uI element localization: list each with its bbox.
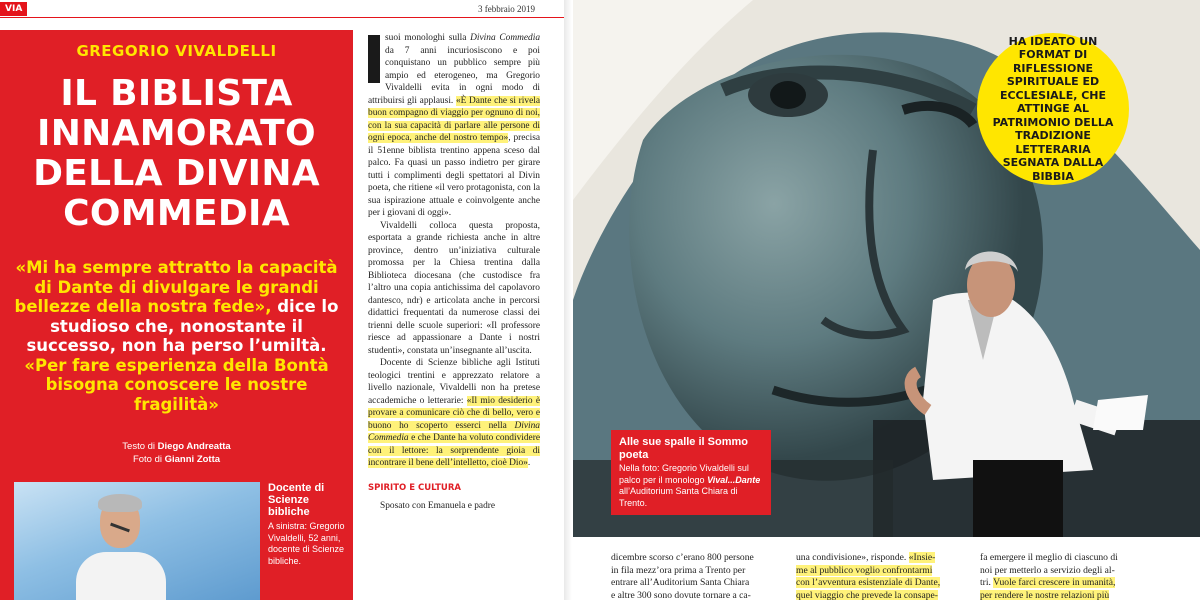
paragraph: suoi monologhi sulla Divina Commedia da 7 anni incuriosiscono e poi conquistano un pubblico sempre più ampio ed eterogeneo, ma Gregorio Vivaldelli evita in ogni modo di attribuirsi gli applausi. «È Dante che si rivela buon compagno di viaggio per ognuno di noi, con la sua capacità di parlare alle persone di ogni epoca, anche del nostro tempo», precisa il 51enne biblista trentino appena sceso dal palco. Fa quasi un passo indietro per girare tutti i complimenti degli spettatori al Divin poeta, che ritiene «il vero protagonista, con la sua ispirazione attuale e coinvolgente anche per i giovani di oggi». xyxy=(368,33,541,218)
paragraph: Vivaldelli colloca questa proposta, esportata a grande richiesta anche in altre province, dentro un’iniziativa culturale promossa per la Chiesa trentina dalla Biblioteca diocesana (che custodisce fra l’altro una copia antichissima del capolavoro dantesco, ndr) e articolata anche in percorsi didattici frequentati da numerose classi dei trienni delle scuole superiori: «Il professore riesce ad appassionare a Dante i nostri studenti», constata un’insegnante all’uscita. xyxy=(368,220,540,356)
credit-photographer: Gianni Zotta xyxy=(164,454,221,465)
highlighted-quote: Vuole farci crescere in umanità, xyxy=(993,577,1116,588)
text-column: una condivisione», risponde. «Insie- me al pubblico voglio confrontarmi con l’avventura esistenziale di Dante, quel viaggio che prevede la consape- xyxy=(796,552,941,600)
subhead: SPIRITO E CULTURA xyxy=(368,482,461,493)
inset-caption xyxy=(268,482,348,567)
standfirst xyxy=(10,258,343,414)
inset-caption-title: Docente di Scienze bibliche xyxy=(268,482,325,518)
drop-cap xyxy=(368,35,380,83)
headline-line: INNAMORATO xyxy=(37,113,316,154)
top-rule xyxy=(0,17,564,18)
text-column: fa emergere il meglio di ciascuno di noi per metterlo a servizio degli al- tri. Vuole farci crescere in umanità, per rendere le nostre relazioni più xyxy=(980,552,1118,600)
credit-author: Diego Andreatta xyxy=(157,441,231,452)
standfirst-quote: «Mi ha sempre attratto la capacità di Dante di divulgare le grandi bellezze della nostra fede», xyxy=(14,258,338,316)
highlighted-quote: «Insie- xyxy=(908,552,936,563)
credits xyxy=(0,440,353,466)
pull-quote-bubble: HA IDEATO UN FORMAT DI RIFLESSIONE SPIRITUALE ED ECCLESIALE, CHE ATTINGE AL PATRIMONIO DELLA TRADIZIONE LETTERARIA SEGNATA DALLA BIBBIA xyxy=(977,33,1129,185)
paragraph: Sposato con Emanuela e padre xyxy=(380,501,496,511)
standfirst-text: dice lo studioso che, nonostante il successo, non ha perso l’umiltà. xyxy=(26,297,339,355)
headline-line: DELLA DIVINA xyxy=(33,153,320,194)
issue-date: 3 febbraio 2019 xyxy=(478,4,535,14)
credit-label: Testo di xyxy=(122,441,156,452)
paragraph: Docente di Scienze bibliche agli Istituti teologici trentini e apprezzato relatore a livello nazionale, Vivaldelli non ha pretese accademiche o letterarie: «Il mio desiderio è provare a comunicare ciò che di bello, vero e buono ho scoperto esserci nella Divina Commedia e che Dante ha voluto condividere con il lettore: la sorprendente gioia di incontrare il bene dell’intelletto, cioè Dio». xyxy=(368,358,540,468)
photo-caption-body: Nella foto: Gregorio Vivaldelli sul palco per il monologo Vival...Dante all’Auditorium Santa Chiara di Trento. xyxy=(619,463,761,508)
page-gutter xyxy=(564,0,572,600)
photo-caption-title: Alle sue spalle il Sommo poeta xyxy=(619,436,748,461)
highlighted-quote: «È Dante che si rivela buon compagno di viaggio per ognuno di noi, con la sua capacità di parlare alle persone di ogni epoca, anche del nostro tempo» xyxy=(368,95,541,143)
section-tag: VIA xyxy=(0,2,27,16)
headline xyxy=(8,74,345,234)
text-column: dicembre scorso c’erano 800 persone in fila mezz’ora prima a Trento per entrare all’Auditorium Santa Chiara e altre 300 sono dovute tornare a ca- xyxy=(611,552,754,600)
standfirst-quote: «Per fare esperienza della Bontà bisogna conoscere le nostre fragilità» xyxy=(24,355,329,414)
photo-caption xyxy=(611,430,771,515)
highlighted-quote: «Il mio desiderio è provare a comunicare ciò che di bello, vero e buono ho scoperto esserci nella Divina Commedia e che Dante ha voluto condividere con il lettore: la sorprendente gioia di incontrare il bene dell’intelletto, cioè Dio» xyxy=(368,395,540,468)
credit-label: Foto di xyxy=(132,454,162,465)
inset-caption-body: A sinistra: Gregorio Vivaldelli, 52 anni, docente di Scienze bibliche. xyxy=(268,521,345,566)
inset-photo xyxy=(14,482,260,600)
kicker: GREGORIO VIVALDELLI xyxy=(76,42,277,60)
headline-line: COMMEDIA xyxy=(63,193,290,234)
article-body xyxy=(368,32,540,513)
headline-line: IL BIBLISTA xyxy=(60,73,293,114)
